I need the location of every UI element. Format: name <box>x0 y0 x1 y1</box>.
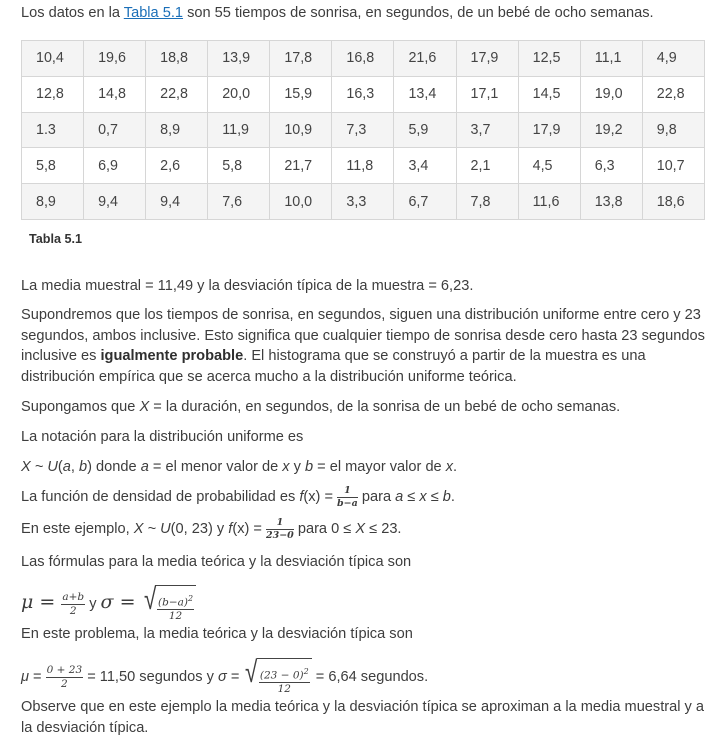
table-cell: 2,6 <box>146 148 208 184</box>
sigma-symbol: σ <box>100 590 114 613</box>
def-f: ) donde <box>87 459 141 475</box>
table-cell: 13,8 <box>580 184 642 220</box>
intro-post: son 55 tiempos de sonrisa, en segundos, de un bebé de ocho semanas. <box>183 5 654 21</box>
def-c: a <box>62 459 71 475</box>
table-cell: 4,9 <box>642 41 704 77</box>
table-cell: 15,9 <box>270 76 332 112</box>
table-cell: 17,8 <box>270 41 332 77</box>
table-cell: 18,6 <box>642 184 704 220</box>
formula1-sqrt <box>142 580 197 628</box>
table-cell: 2,1 <box>456 148 518 184</box>
example-h: ≤ 23. <box>365 521 402 537</box>
table-row <box>22 112 705 148</box>
assumption-paragraph <box>21 305 706 387</box>
def-m: x <box>445 459 454 475</box>
table-row <box>22 184 705 220</box>
def-k: b <box>304 459 314 475</box>
formula2-eq2: = <box>226 668 244 685</box>
def-j: y <box>289 459 305 475</box>
formula2-sd-exp: 2 <box>303 666 309 676</box>
formula1-y: y <box>85 595 101 612</box>
let-x-a: Supongamos que <box>21 399 140 415</box>
table-row <box>22 41 705 77</box>
density-f: f <box>299 489 304 505</box>
formula1-sd-fraction <box>157 595 194 622</box>
table-cell: 11,8 <box>332 148 394 184</box>
table-caption: Tabla 5.1 <box>29 232 82 246</box>
example-g: X <box>355 521 366 537</box>
table-row <box>22 148 705 184</box>
table-cell: 18,8 <box>146 41 208 77</box>
example-num: 1 <box>266 518 294 530</box>
table-cell: 5,8 <box>22 148 84 184</box>
example-f: para 0 ≤ <box>293 521 356 537</box>
table-cell: 10,9 <box>270 112 332 148</box>
formula2-sd-fraction <box>259 668 310 695</box>
example-den: 23−0 <box>265 529 294 541</box>
formula2-mean-den: 2 <box>61 677 68 690</box>
def-n: . <box>453 459 458 475</box>
table-cell: 9,8 <box>642 112 704 148</box>
table-cell: 3,3 <box>332 184 394 220</box>
density-paragraph <box>21 484 455 510</box>
definition-paragraph <box>21 457 457 477</box>
density-d: . <box>450 489 455 505</box>
table-row <box>22 76 705 112</box>
def-i: x <box>282 459 290 475</box>
table-cell: 7,6 <box>208 184 270 220</box>
formula1-eq2: = <box>113 590 142 613</box>
example-fraction <box>266 518 294 540</box>
notation-paragraph: La notación para la distribución uniforme es <box>21 429 304 445</box>
table-cell: 22,8 <box>642 76 704 112</box>
density-den: b−a <box>337 497 358 509</box>
formula1-mean-num: a+b <box>62 591 85 603</box>
formula1-eq: = <box>33 590 62 613</box>
table-cell: 1.3 <box>22 112 84 148</box>
example-b: X ~ U <box>133 521 171 537</box>
formula2-sqrt <box>243 653 311 701</box>
table-cell: 20,0 <box>208 76 270 112</box>
table-link[interactable]: Tabla 5.1 <box>123 5 184 21</box>
example-e: (x) = <box>232 521 266 537</box>
table-cell: 13,9 <box>208 41 270 77</box>
table-cell: 9,4 <box>146 184 208 220</box>
formula2-mean-fraction <box>46 665 84 689</box>
formula1-mean-fraction <box>61 592 85 616</box>
table-cell: 22,8 <box>146 76 208 112</box>
table-cell: 17,1 <box>456 76 518 112</box>
def-e: b <box>79 459 88 475</box>
formula2-result2: = 6,64 segundos. <box>311 668 429 685</box>
assumption-text-b: . El histograma que se construyó a partir de la muestra es una distribución empírica que se acerca mucho a la distribución uniforme teórica. <box>21 348 646 385</box>
table-cell: 21,6 <box>394 41 456 77</box>
table-cell: 16,3 <box>332 76 394 112</box>
table-cell: 3,7 <box>456 112 518 148</box>
table-cell: 6,3 <box>580 148 642 184</box>
def-a: X ~ U <box>21 459 58 475</box>
table-cell: 7,8 <box>456 184 518 220</box>
formula-specific <box>21 653 428 695</box>
problem-paragraph: En este problema, la media teórica y la desviación típica son <box>21 626 413 642</box>
density-num: 1 <box>337 486 358 498</box>
table-cell: 16,8 <box>332 41 394 77</box>
table-cell: 12,8 <box>22 76 84 112</box>
table-cell: 12,5 <box>518 41 580 77</box>
table-cell: 8,9 <box>146 112 208 148</box>
formula2-eq: = <box>29 668 46 685</box>
observe-paragraph: Observe que en este ejemplo la media teórica y la desviación típica se aproximan a la media muestral y a la desviación típica. <box>21 699 705 736</box>
formula2-result: = 11,50 segundos y <box>83 668 218 685</box>
table-cell: 11,9 <box>208 112 270 148</box>
table-cell: 5,8 <box>208 148 270 184</box>
formula2-sd-num: (23 − 0) <box>259 669 304 682</box>
sqrt-icon-2: √ <box>245 655 258 690</box>
table-cell: 8,9 <box>22 184 84 220</box>
table-cell: 10,4 <box>22 41 84 77</box>
intro-paragraph <box>21 3 654 23</box>
table-cell: 0,7 <box>84 112 146 148</box>
table-cell: 17,9 <box>518 112 580 148</box>
example-paragraph <box>21 516 401 542</box>
table-cell: 14,8 <box>84 76 146 112</box>
table-cell: 6,9 <box>84 148 146 184</box>
table-cell: 3,4 <box>394 148 456 184</box>
density-c: a ≤ x ≤ b <box>395 489 451 505</box>
density-fraction <box>337 486 358 508</box>
table-cell: 13,4 <box>394 76 456 112</box>
data-table <box>21 40 705 220</box>
table-cell: 14,5 <box>518 76 580 112</box>
table-cell: 10,7 <box>642 148 704 184</box>
formula2-sd-den: 12 <box>277 682 291 695</box>
sigma-symbol-2: σ <box>217 668 227 685</box>
def-h: = el menor valor de <box>148 459 283 475</box>
formula2-mean-num: 0 + 23 <box>46 664 83 676</box>
formula1-sd-den: 12 <box>168 609 183 622</box>
sample-mean-paragraph: La media muestral = 11,49 y la desviación típica de la muestra = 6,23. <box>21 278 474 294</box>
formulas-intro-paragraph: Las fórmulas para la media teórica y la desviación típica son <box>21 554 412 570</box>
table-cell: 19,0 <box>580 76 642 112</box>
mu-symbol-2: μ <box>21 668 29 685</box>
example-c: (0, 23) y <box>170 521 229 537</box>
equally-probable-bold: igualmente probable <box>100 348 244 364</box>
assumption-text-a: Supondremos que los tiempos de sonrisa, en segundos, siguen una distribución uniforme entre cero y 23 segundos, ambos inclusive. Esto significa que cualquier tiempo de sonrisa desde cero hasta 23 segundos inclusive es <box>21 307 705 364</box>
intro-pre: Los datos en la <box>21 5 124 21</box>
let-x-var: X <box>139 399 150 415</box>
example-a: En este ejemplo, <box>21 521 134 537</box>
let-x-b: = la duración, en segundos, de la sonrisa de un bebé de ocho semanas. <box>149 399 621 415</box>
def-b: ( <box>57 459 63 475</box>
formula-general <box>21 580 196 622</box>
example-d: f <box>228 521 233 537</box>
def-l: = el mayor valor de <box>313 459 446 475</box>
def-d: , <box>70 459 80 475</box>
let-x-paragraph <box>21 397 620 417</box>
density-fx: (x) = <box>303 489 338 505</box>
sqrt-icon: √ <box>143 582 156 617</box>
formula1-sd-num: (b−a) <box>158 596 188 609</box>
table-cell: 6,7 <box>394 184 456 220</box>
table-cell: 21,7 <box>270 148 332 184</box>
formula1-mean-den: 2 <box>69 604 77 617</box>
table-cell: 11,1 <box>580 41 642 77</box>
table-cell: 4,5 <box>518 148 580 184</box>
density-a: La función de densidad de probabilidad es <box>21 489 300 505</box>
table-cell: 7,3 <box>332 112 394 148</box>
density-b: para <box>357 489 396 505</box>
def-g: a <box>140 459 149 475</box>
formula1-sd-exp: 2 <box>187 593 194 603</box>
mu-symbol: μ <box>21 590 34 613</box>
table-cell: 17,9 <box>456 41 518 77</box>
table-cell: 11,6 <box>518 184 580 220</box>
table-cell: 9,4 <box>84 184 146 220</box>
table-cell: 5,9 <box>394 112 456 148</box>
table-cell: 19,2 <box>580 112 642 148</box>
table-cell: 10,0 <box>270 184 332 220</box>
table-cell: 19,6 <box>84 41 146 77</box>
